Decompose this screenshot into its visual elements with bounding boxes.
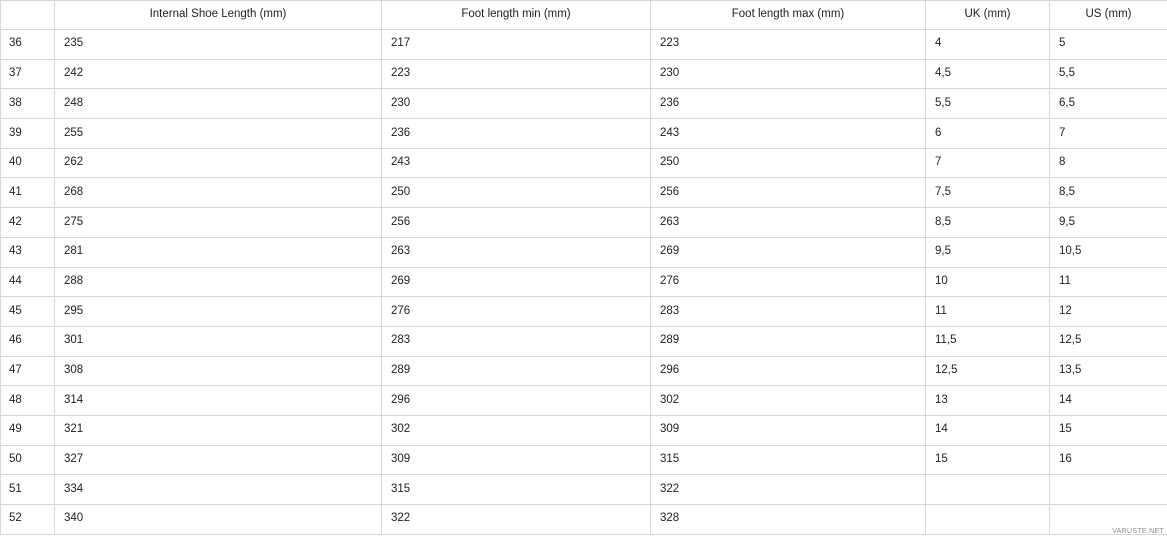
table-header-row xyxy=(1,1,1167,30)
cell-internal-shoe-length: 340 xyxy=(55,505,382,535)
cell-internal-shoe-length: 275 xyxy=(55,208,382,238)
cell-size: 51 xyxy=(1,475,55,505)
cell-foot-length-min: 276 xyxy=(382,297,651,327)
cell-internal-shoe-length: 301 xyxy=(55,326,382,356)
cell-size: 52 xyxy=(1,505,55,535)
cell-us: 12,5 xyxy=(1050,326,1167,356)
cell-internal-shoe-length: 255 xyxy=(55,119,382,149)
cell-uk: 7 xyxy=(926,148,1050,178)
table-row xyxy=(1,297,1167,327)
cell-foot-length-max: 230 xyxy=(651,59,926,89)
cell-us: 8,5 xyxy=(1050,178,1167,208)
cell-size: 37 xyxy=(1,59,55,89)
cell-size: 48 xyxy=(1,386,55,416)
cell-foot-length-max: 322 xyxy=(651,475,926,505)
cell-foot-length-min: 296 xyxy=(382,386,651,416)
cell-internal-shoe-length: 308 xyxy=(55,356,382,386)
table-row xyxy=(1,178,1167,208)
cell-internal-shoe-length: 321 xyxy=(55,415,382,445)
cell-foot-length-min: 236 xyxy=(382,119,651,149)
table-row xyxy=(1,445,1167,475)
cell-uk: 12,5 xyxy=(926,356,1050,386)
column-header-foot-length-min: Foot length min (mm) xyxy=(382,1,651,30)
cell-internal-shoe-length: 334 xyxy=(55,475,382,505)
cell-size: 39 xyxy=(1,119,55,149)
table-row xyxy=(1,415,1167,445)
cell-size: 38 xyxy=(1,89,55,119)
cell-foot-length-min: 230 xyxy=(382,89,651,119)
cell-foot-length-min: 309 xyxy=(382,445,651,475)
cell-uk: 15 xyxy=(926,445,1050,475)
cell-size: 41 xyxy=(1,178,55,208)
cell-us xyxy=(1050,475,1167,505)
table-row xyxy=(1,326,1167,356)
cell-size: 50 xyxy=(1,445,55,475)
cell-internal-shoe-length: 268 xyxy=(55,178,382,208)
cell-us: 10,5 xyxy=(1050,237,1167,267)
table-row xyxy=(1,505,1167,535)
cell-uk: 11,5 xyxy=(926,326,1050,356)
cell-size: 44 xyxy=(1,267,55,297)
table-row xyxy=(1,89,1167,119)
cell-uk: 5,5 xyxy=(926,89,1050,119)
cell-size: 40 xyxy=(1,148,55,178)
cell-foot-length-min: 223 xyxy=(382,59,651,89)
column-header-size xyxy=(1,1,55,30)
cell-foot-length-max: 223 xyxy=(651,30,926,60)
cell-foot-length-max: 276 xyxy=(651,267,926,297)
cell-internal-shoe-length: 248 xyxy=(55,89,382,119)
cell-size: 47 xyxy=(1,356,55,386)
cell-foot-length-max: 328 xyxy=(651,505,926,535)
cell-us: 16 xyxy=(1050,445,1167,475)
cell-us: 11 xyxy=(1050,267,1167,297)
cell-uk xyxy=(926,505,1050,535)
cell-foot-length-max: 315 xyxy=(651,445,926,475)
cell-foot-length-min: 217 xyxy=(382,30,651,60)
cell-internal-shoe-length: 314 xyxy=(55,386,382,416)
table-row xyxy=(1,237,1167,267)
cell-us: 9,5 xyxy=(1050,208,1167,238)
cell-us: 6,5 xyxy=(1050,89,1167,119)
cell-foot-length-min: 250 xyxy=(382,178,651,208)
cell-us: 14 xyxy=(1050,386,1167,416)
cell-size: 42 xyxy=(1,208,55,238)
table-row xyxy=(1,30,1167,60)
cell-foot-length-max: 296 xyxy=(651,356,926,386)
cell-foot-length-max: 289 xyxy=(651,326,926,356)
cell-foot-length-max: 236 xyxy=(651,89,926,119)
cell-foot-length-min: 302 xyxy=(382,415,651,445)
table-body xyxy=(1,30,1167,535)
cell-us: 8 xyxy=(1050,148,1167,178)
cell-foot-length-max: 243 xyxy=(651,119,926,149)
cell-uk: 9,5 xyxy=(926,237,1050,267)
watermark: VARUSTE.NET xyxy=(1112,528,1164,535)
cell-us: 12 xyxy=(1050,297,1167,327)
cell-internal-shoe-length: 242 xyxy=(55,59,382,89)
cell-foot-length-max: 269 xyxy=(651,237,926,267)
cell-uk: 4 xyxy=(926,30,1050,60)
table-row xyxy=(1,356,1167,386)
cell-foot-length-min: 322 xyxy=(382,505,651,535)
cell-internal-shoe-length: 288 xyxy=(55,267,382,297)
cell-internal-shoe-length: 262 xyxy=(55,148,382,178)
cell-foot-length-max: 309 xyxy=(651,415,926,445)
cell-foot-length-max: 263 xyxy=(651,208,926,238)
table-row xyxy=(1,386,1167,416)
cell-foot-length-min: 289 xyxy=(382,356,651,386)
table-row xyxy=(1,475,1167,505)
cell-uk: 13 xyxy=(926,386,1050,416)
cell-size: 45 xyxy=(1,297,55,327)
cell-foot-length-max: 283 xyxy=(651,297,926,327)
cell-size: 49 xyxy=(1,415,55,445)
cell-uk: 10 xyxy=(926,267,1050,297)
cell-uk: 8,5 xyxy=(926,208,1050,238)
cell-us: 7 xyxy=(1050,119,1167,149)
cell-us: 5 xyxy=(1050,30,1167,60)
table-row xyxy=(1,119,1167,149)
cell-size: 43 xyxy=(1,237,55,267)
column-header-foot-length-max: Foot length max (mm) xyxy=(651,1,926,30)
table-row xyxy=(1,148,1167,178)
cell-uk xyxy=(926,475,1050,505)
cell-uk: 14 xyxy=(926,415,1050,445)
table-row xyxy=(1,59,1167,89)
cell-uk: 11 xyxy=(926,297,1050,327)
cell-us: 15 xyxy=(1050,415,1167,445)
table-header xyxy=(1,1,1167,30)
cell-internal-shoe-length: 281 xyxy=(55,237,382,267)
cell-foot-length-min: 283 xyxy=(382,326,651,356)
column-header-us: US (mm) xyxy=(1050,1,1167,30)
table-row xyxy=(1,267,1167,297)
cell-foot-length-min: 315 xyxy=(382,475,651,505)
cell-foot-length-max: 302 xyxy=(651,386,926,416)
cell-internal-shoe-length: 235 xyxy=(55,30,382,60)
cell-size: 36 xyxy=(1,30,55,60)
cell-uk: 6 xyxy=(926,119,1050,149)
cell-uk: 7,5 xyxy=(926,178,1050,208)
cell-uk: 4,5 xyxy=(926,59,1050,89)
cell-internal-shoe-length: 295 xyxy=(55,297,382,327)
cell-size: 46 xyxy=(1,326,55,356)
table-row xyxy=(1,208,1167,238)
cell-internal-shoe-length: 327 xyxy=(55,445,382,475)
cell-us: 13,5 xyxy=(1050,356,1167,386)
cell-foot-length-min: 256 xyxy=(382,208,651,238)
cell-foot-length-max: 250 xyxy=(651,148,926,178)
cell-foot-length-max: 256 xyxy=(651,178,926,208)
cell-foot-length-min: 263 xyxy=(382,237,651,267)
column-header-internal-shoe-length: Internal Shoe Length (mm) xyxy=(55,1,382,30)
cell-foot-length-min: 269 xyxy=(382,267,651,297)
cell-foot-length-min: 243 xyxy=(382,148,651,178)
column-header-uk: UK (mm) xyxy=(926,1,1050,30)
cell-us: 5,5 xyxy=(1050,59,1167,89)
